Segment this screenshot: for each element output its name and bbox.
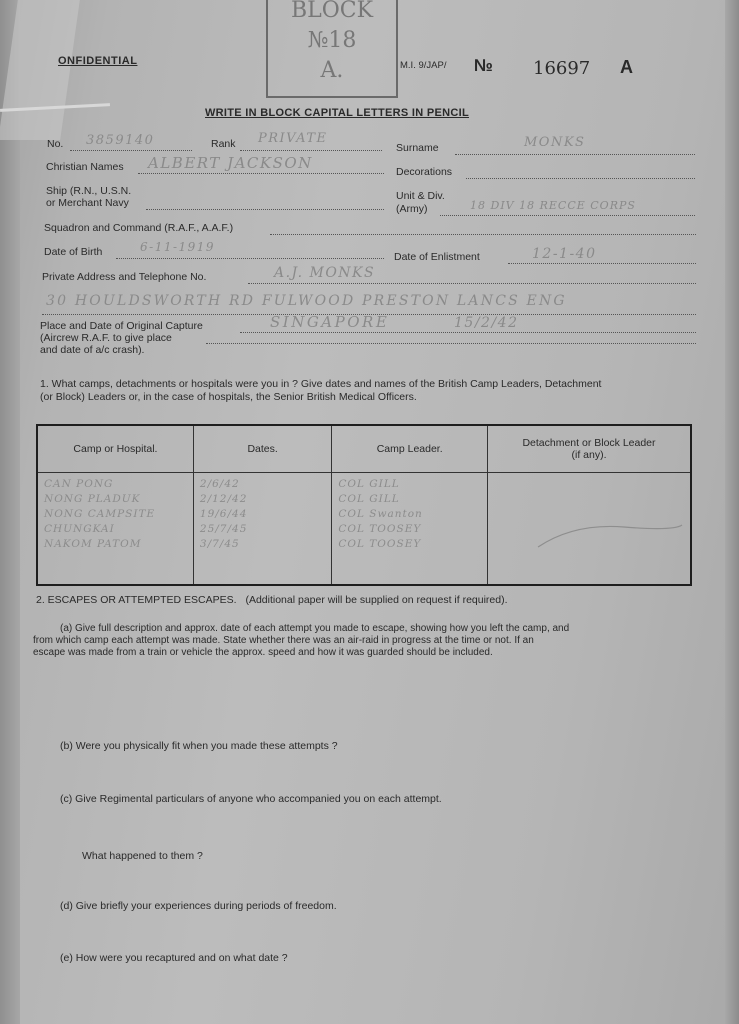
capture-line-1 (240, 332, 696, 333)
rank-line (240, 150, 382, 151)
camp-date: 19/6/44 (199, 508, 248, 520)
no-label: No. (47, 138, 64, 150)
unit-value: 18 DIV 18 RECCE CORPS (470, 199, 636, 212)
folder-edge-right (725, 0, 739, 1024)
camp-name: NONG CAMPSITE (44, 508, 156, 520)
no-line (70, 150, 192, 151)
camp-date: 2/12/42 (199, 493, 248, 505)
capture-line-2 (206, 343, 696, 344)
folder-edge-left (0, 0, 20, 1024)
camp-name: NONG PLADUK (44, 493, 141, 505)
squadron-line (270, 234, 696, 235)
form-number: 16697 (533, 58, 591, 79)
dob-value: 6-11-1919 (140, 240, 216, 254)
address-line-1 (248, 283, 696, 284)
dob-label: Date of Birth (44, 246, 103, 258)
dates-column (193, 473, 331, 586)
camp-leader: COL Swanton (338, 508, 423, 520)
camp-leader: COL GILL (338, 493, 400, 505)
header-camp: Camp or Hospital. (37, 425, 193, 473)
enlistment-line (508, 263, 696, 264)
leaders-column (332, 473, 488, 586)
ship-label-2: or Merchant Navy (46, 197, 129, 209)
ship-line (146, 209, 384, 210)
capture-label-2: (Aircrew R.A.F. to give place (40, 332, 172, 344)
christian-names-line (138, 173, 384, 174)
classification-label: ONFIDENTIAL (58, 55, 138, 67)
camp-leader: COL TOOSEY (338, 523, 422, 535)
stamp-line-1: BLOCK (290, 0, 374, 23)
christian-names-value: ALBERT JACKSON (148, 154, 313, 172)
capture-place: SINGAPORE (270, 313, 390, 331)
unit-label-1: Unit & Div. (396, 190, 445, 202)
stamp-line-2: №18 (307, 28, 357, 53)
form-code: M.I. 9/JAP/ (400, 60, 447, 71)
number-label: № (474, 56, 493, 75)
surname-value: MONKS (524, 135, 586, 150)
rank-value: PRIVATE (258, 131, 328, 146)
stamp-line-3: A. (320, 58, 344, 83)
camps-table (36, 424, 692, 586)
question-2-title: 2. ESCAPES OR ATTEMPTED ESCAPES. (36, 594, 237, 606)
unit-label-2: (Army) (396, 203, 428, 215)
camp-name: CHUNGKAI (44, 523, 115, 535)
form-suffix: A (620, 57, 633, 77)
camp-date: 2/6/42 (199, 478, 240, 490)
question-2d: (d) Give briefly your experiences during periods of freedom. (60, 900, 337, 912)
question-1-line-2: (or Block) Leaders or, in the case of hospitals, the Senior British Medical Officers. (40, 391, 417, 403)
question-2c: (c) Give Regimental particulars of anyone who accompanied you on each attempt. (60, 793, 442, 805)
question-2c-followup: What happened to them ? (82, 850, 203, 862)
surname-line (455, 154, 695, 155)
header-camp-leader: Camp Leader. (332, 425, 488, 473)
enlistment-value: 12-1-40 (532, 246, 597, 262)
ship-label-1: Ship (R.N., U.S.N. (46, 185, 132, 197)
header-detachment-leader: Detachment or Block Leader (if any). (488, 425, 692, 473)
capture-label-1: Place and Date of Original Capture (40, 320, 203, 332)
detachment-column (488, 473, 692, 586)
header-dates: Dates. (193, 425, 331, 473)
capture-date: 15/2/42 (454, 315, 519, 331)
question-2-note: (Additional paper will be supplied on request if required). (245, 594, 508, 606)
question-1-line-1: 1. What camps, detachments or hospitals were you in ? Give dates and names of the British Camp Leaders, Detachment (40, 378, 602, 390)
camp-name: NAKOM PATOM (44, 538, 142, 550)
surname-label: Surname (396, 142, 439, 154)
question-2a-line-1: (a) Give full description and approx. date of each attempt you made to escape, showing how you left the camp, and (60, 623, 570, 634)
decorations-line (466, 178, 695, 179)
capture-label-3: and date of a/c crash). (40, 344, 145, 356)
question-2a-line-2: from which camp each attempt was made. State whether there was an air-raid in progress at the time or not. If an (33, 635, 534, 646)
address-value-1: A.J. MONKS (274, 265, 376, 281)
question-2b: (b) Were you physically fit when you made these attempts ? (60, 740, 338, 752)
decorations-label: Decorations (396, 166, 453, 178)
question-2e: (e) How were you recaptured and on what date ? (60, 952, 288, 964)
squadron-label: Squadron and Command (R.A.F., A.A.F.) (44, 222, 234, 234)
question-2-heading (36, 594, 508, 607)
camps-column (37, 473, 193, 586)
question-2a-line-3: escape was made from a train or vehicle the approx. speed and how it was guarded should be included. (33, 647, 493, 658)
unit-line (440, 215, 695, 216)
address-value-2: 30 HOULDSWORTH RD FULWOOD PRESTON LANCS ENG (46, 293, 567, 309)
camp-name: CAN PONG (44, 478, 114, 490)
camp-date: 25/7/45 (199, 523, 248, 535)
rank-label: Rank (211, 138, 236, 150)
no-value: 3859140 (86, 133, 155, 148)
camp-leader: COL TOOSEY (338, 538, 422, 550)
dob-line (116, 258, 384, 259)
block-stamp (266, 0, 398, 98)
address-label: Private Address and Telephone No. (42, 271, 207, 283)
camp-date: 3/7/45 (199, 538, 240, 550)
christian-names-label: Christian Names (46, 161, 124, 173)
instruction-heading: WRITE IN BLOCK CAPITAL LETTERS IN PENCIL (205, 107, 469, 119)
camp-leader: COL GILL (338, 478, 400, 490)
enlistment-label: Date of Enlistment (394, 251, 480, 263)
pencil-stroke (534, 513, 684, 553)
